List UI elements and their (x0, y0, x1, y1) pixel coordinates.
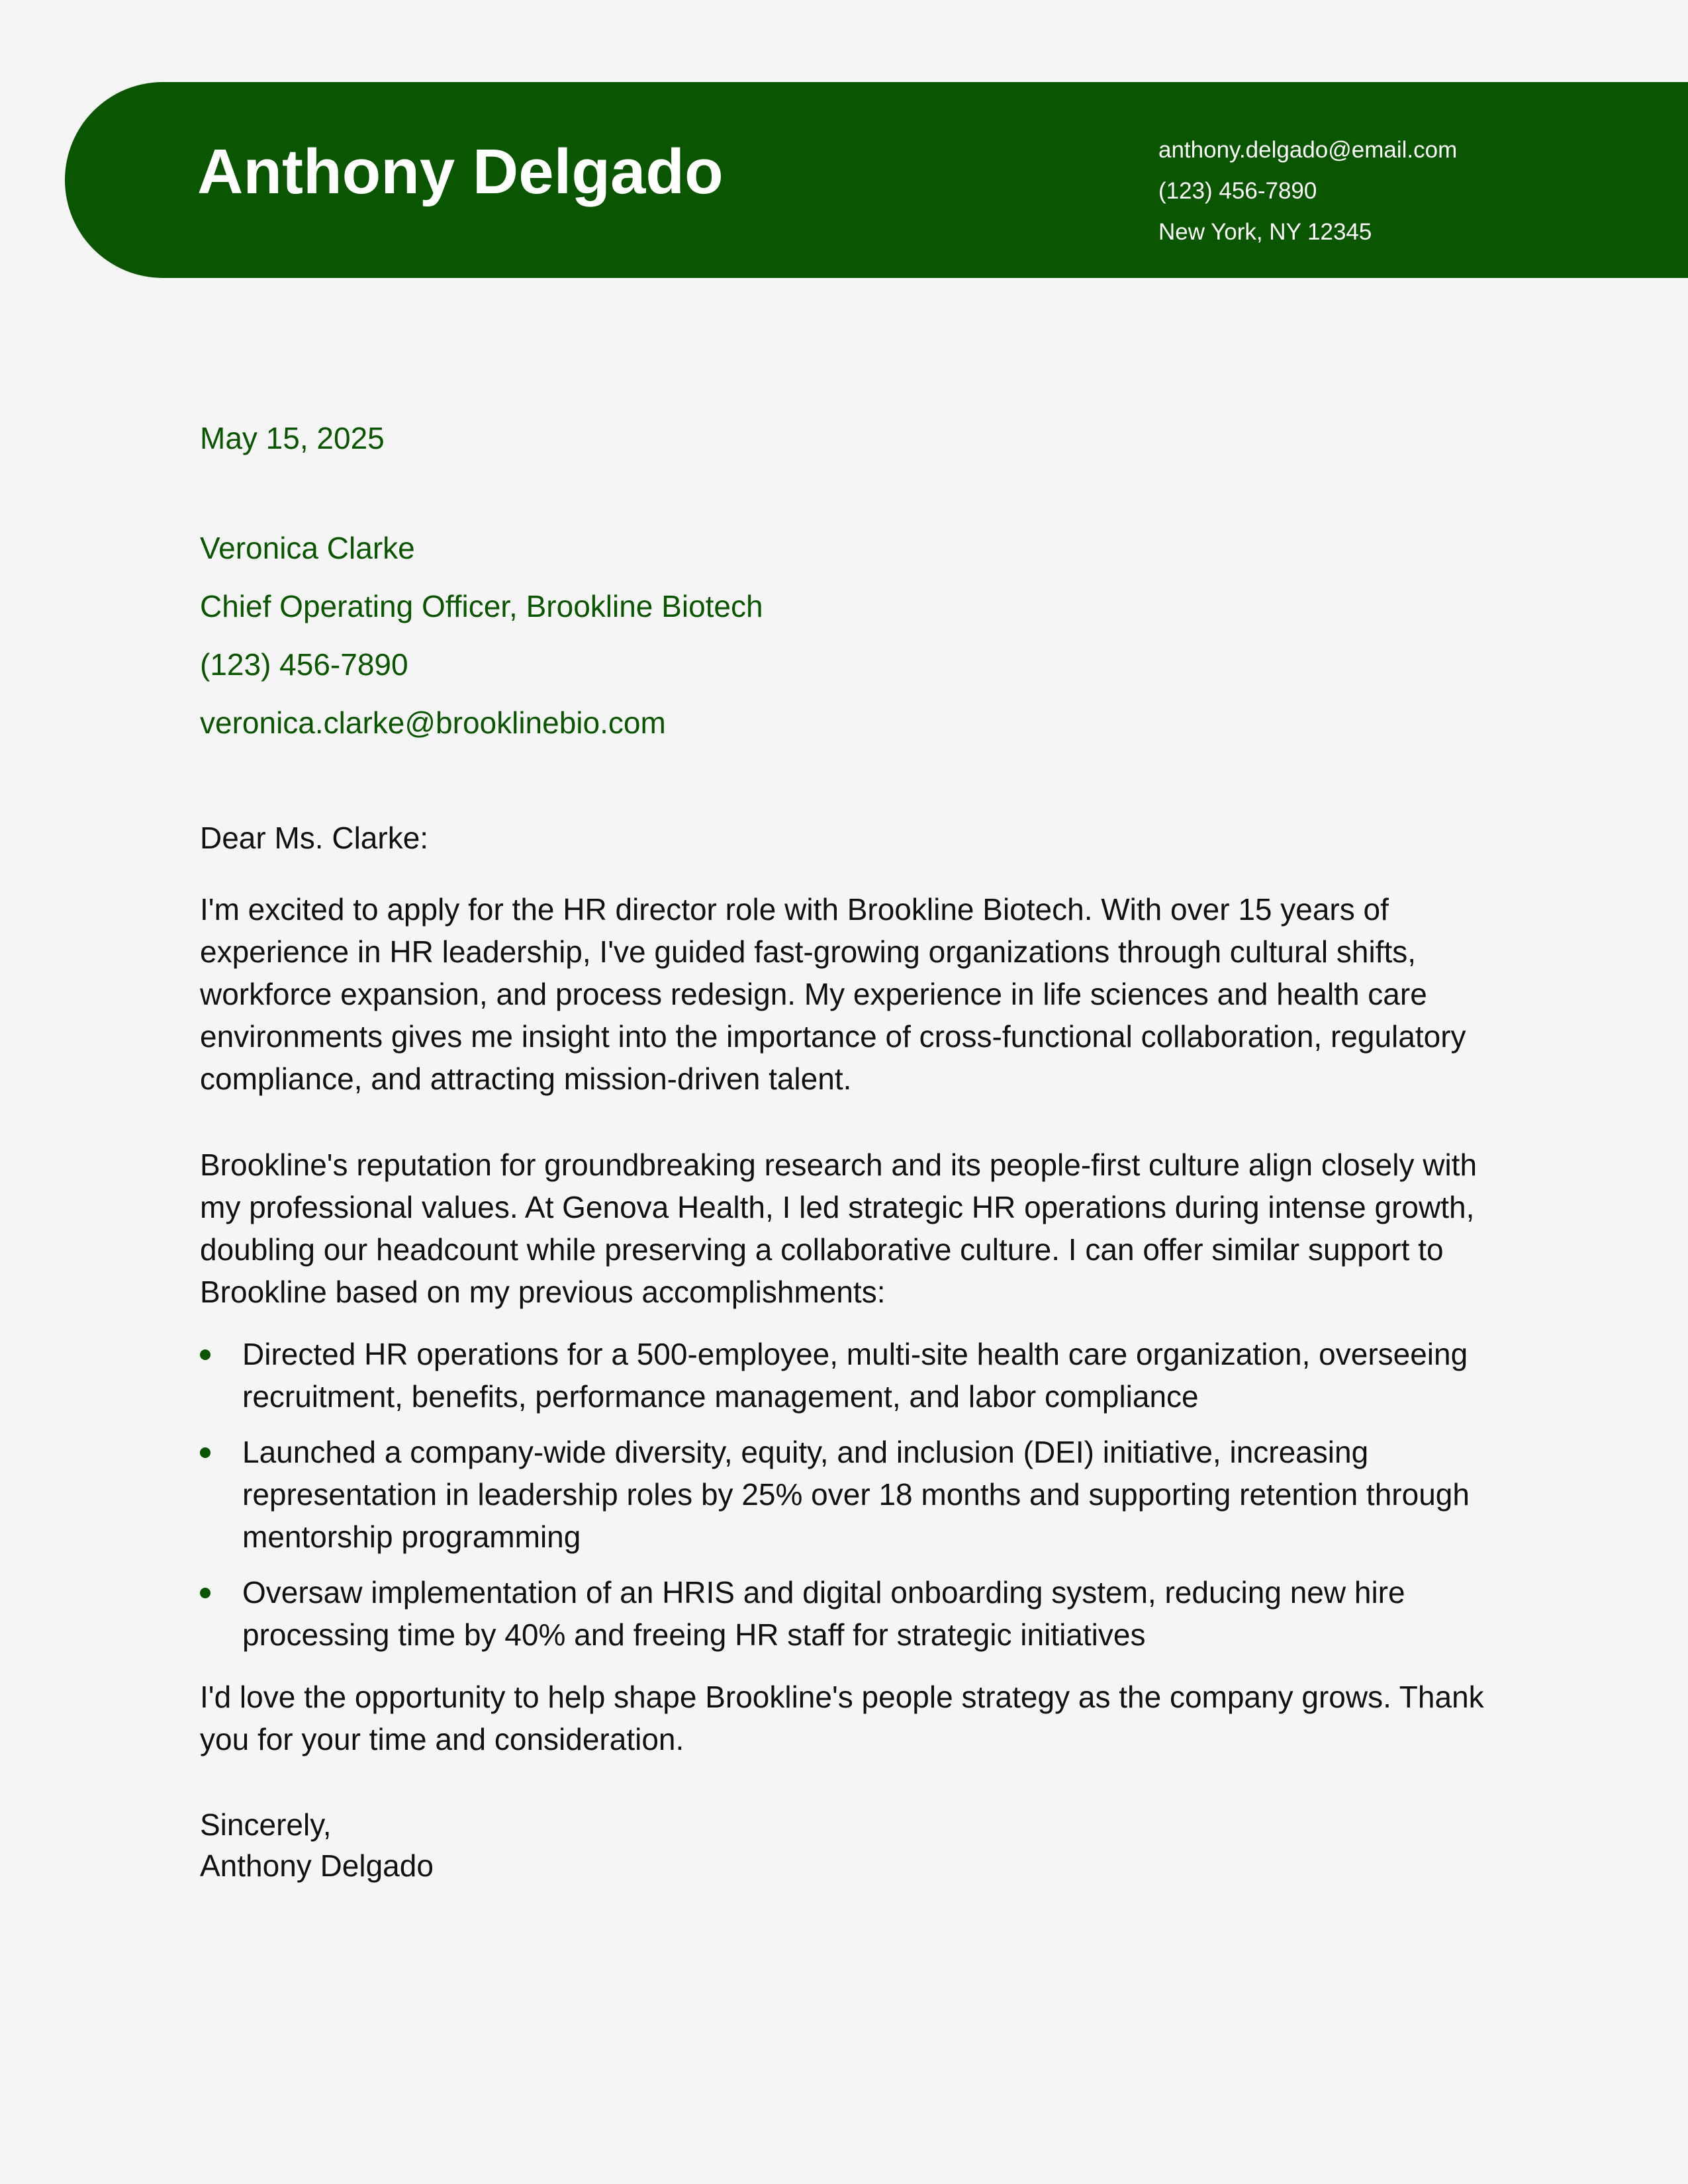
recipient-title: Chief Operating Officer, Brookline Biotech (200, 589, 763, 623)
signoff-block (200, 1804, 1517, 1886)
list-item (200, 1333, 1517, 1418)
recipient-block (200, 528, 763, 761)
signoff: Sincerely, (200, 1807, 332, 1842)
paragraph-intro: I'm excited to apply for the HR director role with Brookline Biotech. With over 15 years of experience in HR leadership, I've guided fast-growing organizations through cultural shifts, workforce expansion, and process redesign. My experience in life sciences and health care environments gives me insight into the importance of cross-functional collaboration, regulatory compliance, and attracting mission-driven talent. (200, 892, 1466, 1096)
sender-email: anthony.delgado@email.com (1158, 137, 1458, 163)
header-band (65, 82, 1688, 278)
paragraph-closing: I'd love the opportunity to help shape Brookline's people strategy as the company grows. Thank you for your time and consideration. (200, 1680, 1484, 1756)
bullet-icon (200, 1588, 211, 1598)
salutation: Dear Ms. Clarke: (200, 821, 429, 855)
sender-name: Anthony Delgado (197, 136, 724, 207)
list-item-text: Directed HR operations for a 500-employee, multi-site health care organization, overseeing recruitment, benefits, performance management, and labor compliance (242, 1337, 1468, 1414)
list-item (200, 1431, 1517, 1558)
sender-location: New York, NY 12345 (1158, 219, 1372, 245)
recipient-phone: (123) 456-7890 (200, 647, 408, 682)
bullet-icon (200, 1447, 211, 1458)
bullet-icon (200, 1349, 211, 1360)
paragraph-values: Brookline's reputation for groundbreaking research and its people-first culture align closely with my professional values. At Genova Health, I led strategic HR operations during intense growth, doubling our headcount while preserving a collaborative culture. I can offer similar support to Brookline based on my previous accomplishments: (200, 1148, 1477, 1309)
list-item (200, 1571, 1517, 1656)
list-item-text: Oversaw implementation of an HRIS and digital onboarding system, reducing new hire processing time by 40% and freeing HR staff for strategic initiatives (242, 1575, 1405, 1652)
list-item-text: Launched a company-wide diversity, equity, and inclusion (DEI) initiative, increasing representation in leadership roles by 25% over 18 months and supporting retention through mentorship programming (242, 1435, 1470, 1554)
recipient-name: Veronica Clarke (200, 531, 415, 565)
accomplishments-list (200, 1333, 1517, 1656)
letter-body (200, 817, 1517, 1886)
sender-contact (1158, 130, 1457, 253)
sender-phone: (123) 456-7890 (1158, 178, 1317, 204)
recipient-email: veronica.clarke@brooklinebio.com (200, 705, 666, 740)
signature-name: Anthony Delgado (200, 1848, 434, 1883)
letter-date: May 15, 2025 (200, 421, 385, 455)
